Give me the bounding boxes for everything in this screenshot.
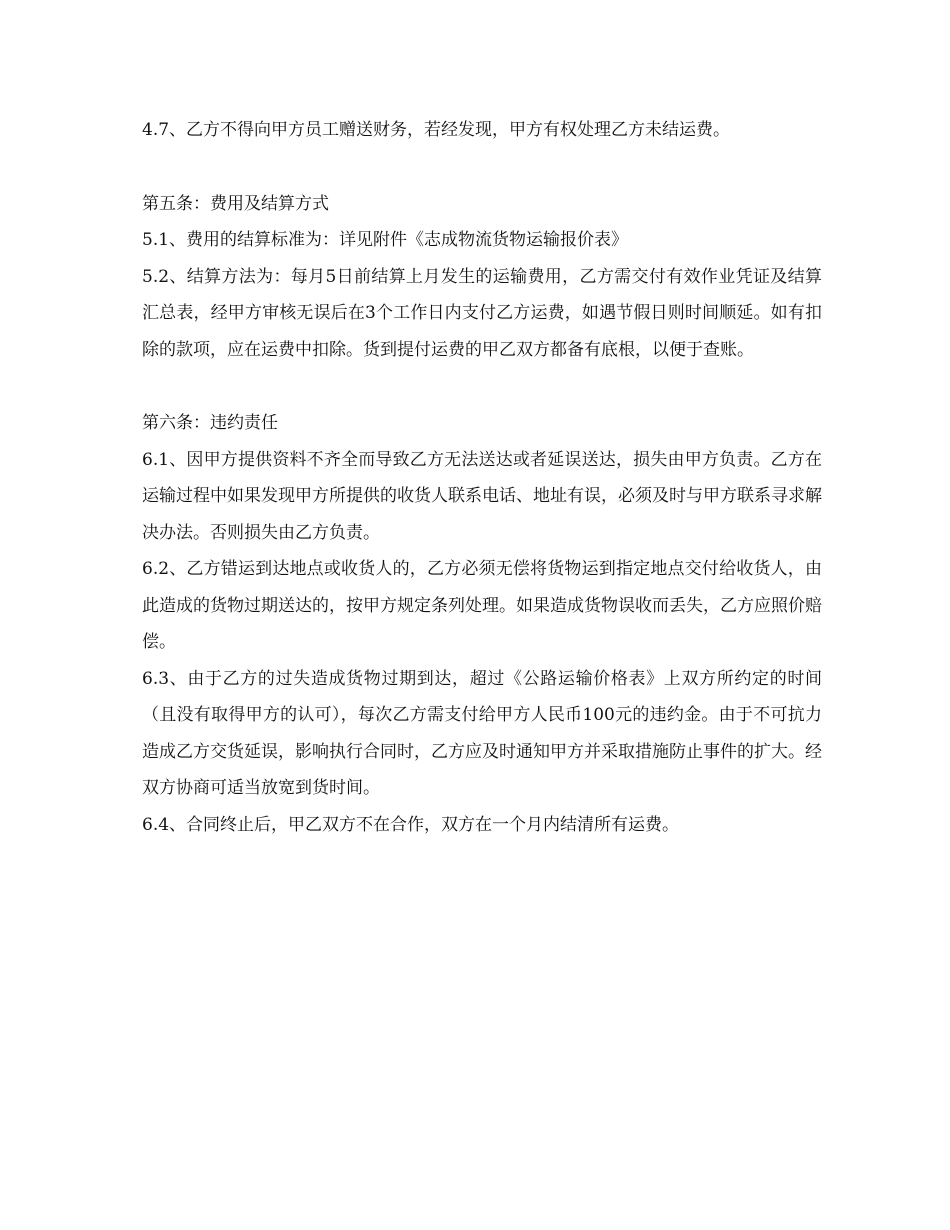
section-5-heading: 第五条：费用及结算方式 xyxy=(142,193,329,214)
clause-6-1: 6.1、因甲方提供资料不齐全而导致乙方无法送达或者延误送达，损失由甲方负责。乙方在运输过程中如果发现甲方所提供的收货人联系电话、地址有误，必须及时与甲方联系寻求解决办法。否则损失由乙方负责。 xyxy=(142,449,822,543)
section-6-heading: 第六条：违约责任 xyxy=(142,413,278,433)
clause-5-1: 5.1、费用的结算标准为：详见附件《志成物流货物运输报价表》 xyxy=(142,230,629,250)
paragraph-spacer xyxy=(142,368,822,405)
clause-4-7: 4.7、乙方不得向甲方员工赠送财务，若经发现，甲方有权处理乙方未结运费。 xyxy=(142,120,731,140)
clause-6-3: 6.3、由于乙方的过失造成货物过期到达，超过《公路运输价格表》上双方所约定的时间（且没有取得甲方的认可），每次乙方需支付给甲方人民币100元的违约金。由于不可抗力造成乙方交货延误，影响执行合同时，乙方应及时通知甲方并采取措施防止事件的扩大。经双方协商可适当放宽到货时间。 xyxy=(142,668,822,798)
clause-6-2: 6.2、乙方错运到达地点或收货人的，乙方必须无偿将货物运到指定地点交付给收货人，由此造成的货物过期送达的，按甲方规定条列处理。如果造成货物误收而丢失，乙方应照价赔偿。 xyxy=(142,559,822,652)
document-page xyxy=(142,112,822,843)
paragraph-spacer xyxy=(142,149,822,186)
clause-6-4: 6.4、合同终止后，甲乙双方不在合作，双方在一个月内结清所有运费。 xyxy=(142,814,680,835)
clause-5-2: 5.2、结算方法为：每月5日前结算上月发生的运输费用，乙方需交付有效作业凭证及结算汇总表，经甲方审核无误后在3个工作日内支付乙方运费，如遇节假日则时间顺延。如有扣除的款项，应在运费中扣除。货到提付运费的甲乙双方都备有底根，以便于查账。 xyxy=(142,266,822,360)
